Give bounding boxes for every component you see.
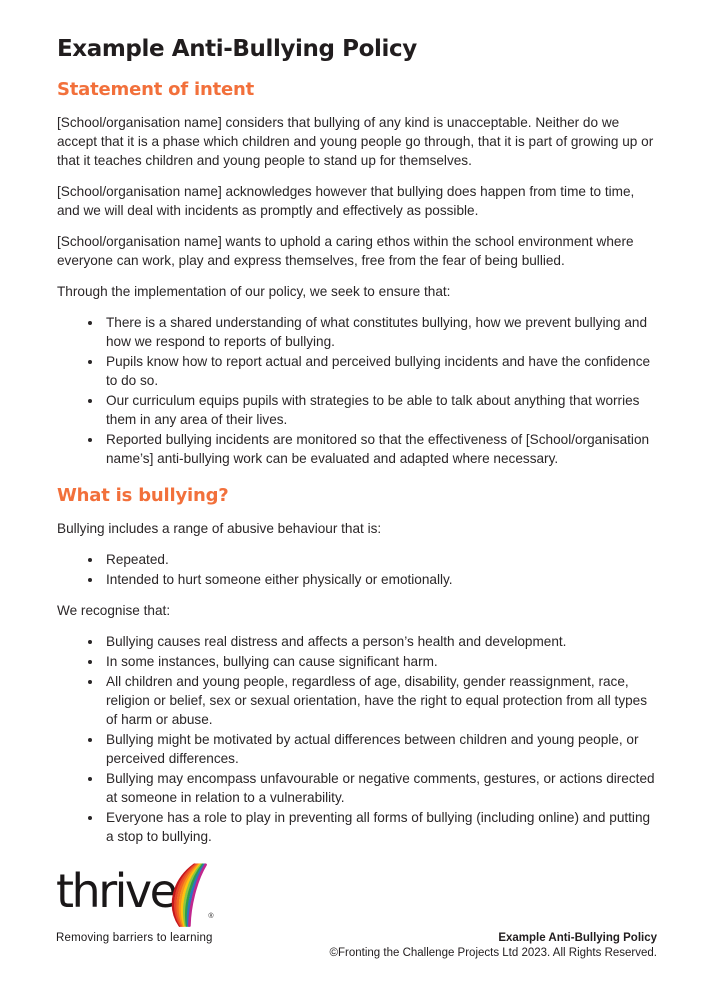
bullying-definition-bullet-list — [57, 550, 657, 589]
footer-copyright: ©Fronting the Challenge Projects Ltd 2023. All Rights Reserved. — [329, 947, 657, 959]
what-is-bullying-section-body — [57, 519, 657, 846]
bullet-item: • All children and young people, regardless of age, disability, gender reassignment, race, religion or belief, sex or sexual orientation, have the right to equal protection from all types of harm or abuse. — [103, 672, 657, 729]
bullet-item: • In some instances, bullying can cause significant harm. — [103, 652, 657, 671]
footer-credit-block — [330, 931, 657, 961]
bullet-item: • Bullying causes real distress and affects a person’s health and development. — [103, 632, 657, 651]
section-heading-statement-of-intent: Statement of intent — [57, 79, 255, 100]
thrive-logo — [56, 856, 276, 944]
registered-trademark-icon: ® — [208, 913, 214, 920]
intent-paragraph-3: [School/organisation name] wants to uphold a caring ethos within the school environment where everyone can work, play and express themselves, free from the fear of being bullied. — [57, 234, 634, 268]
section-heading-what-is-bullying: What is bullying? — [57, 485, 229, 506]
thrive-logo-tagline: Removing barriers to learning — [56, 932, 213, 944]
footer-doc-title: Example Anti-Bullying Policy — [498, 932, 657, 944]
bullet-item: • Bullying might be motivated by actual differences between children and young people, or perceived differences. — [103, 730, 657, 768]
thrive-logo-row — [56, 856, 276, 934]
intent-paragraph-1: [School/organisation name] considers that bullying of any kind is unacceptable. Neither do we accept that it is a phase which children and young people go through, that it is part of growing up or that it teaches children and young people to stand up for themselves. — [57, 115, 654, 168]
bullet-item: • Bullying may encompass unfavourable or negative comments, gestures, or actions directed at someone in relation to a vulnerability. — [103, 769, 657, 807]
recognise-bullet-list — [57, 632, 657, 846]
recognise-intro-paragraph: We recognise that: — [57, 603, 171, 618]
intent-bullet-list — [57, 313, 657, 468]
bullet-item: • Our curriculum equips pupils with strategies to be able to talk about anything that worries them in any area of their lives. — [103, 391, 657, 429]
bullet-item: • There is a shared understanding of what constitutes bullying, how we prevent bullying and how we respond to reports of bullying. — [103, 313, 657, 351]
page-title: Example Anti-Bullying Policy — [57, 36, 417, 62]
bullet-item: • Repeated. — [103, 550, 657, 569]
bullet-item: • Intended to hurt someone either physically or emotionally. — [103, 570, 657, 589]
bullet-item: • Pupils know how to report actual and perceived bullying incidents and have the confidence to do so. — [103, 352, 657, 390]
intent-paragraph-4: Through the implementation of our policy, we seek to ensure that: — [57, 284, 451, 299]
intent-paragraph-2: [School/organisation name] acknowledges however that bullying does happen from time to time, and we will deal with incidents as promptly and effectively as possible. — [57, 184, 635, 218]
bullying-intro-paragraph: Bullying includes a range of abusive behaviour that is: — [57, 521, 382, 536]
bullet-item: • Everyone has a role to play in preventing all forms of bullying (including online) and putting a stop to bullying. — [103, 808, 657, 846]
intent-section-body — [57, 113, 657, 468]
thrive-flame-icon — [171, 858, 214, 934]
thrive-logo-wordmark: thrive — [56, 864, 176, 918]
bullet-item: • Reported bullying incidents are monitored so that the effectiveness of [School/organisation name’s] anti-bullying work can be evaluated and adapted where necessary. — [103, 430, 657, 468]
